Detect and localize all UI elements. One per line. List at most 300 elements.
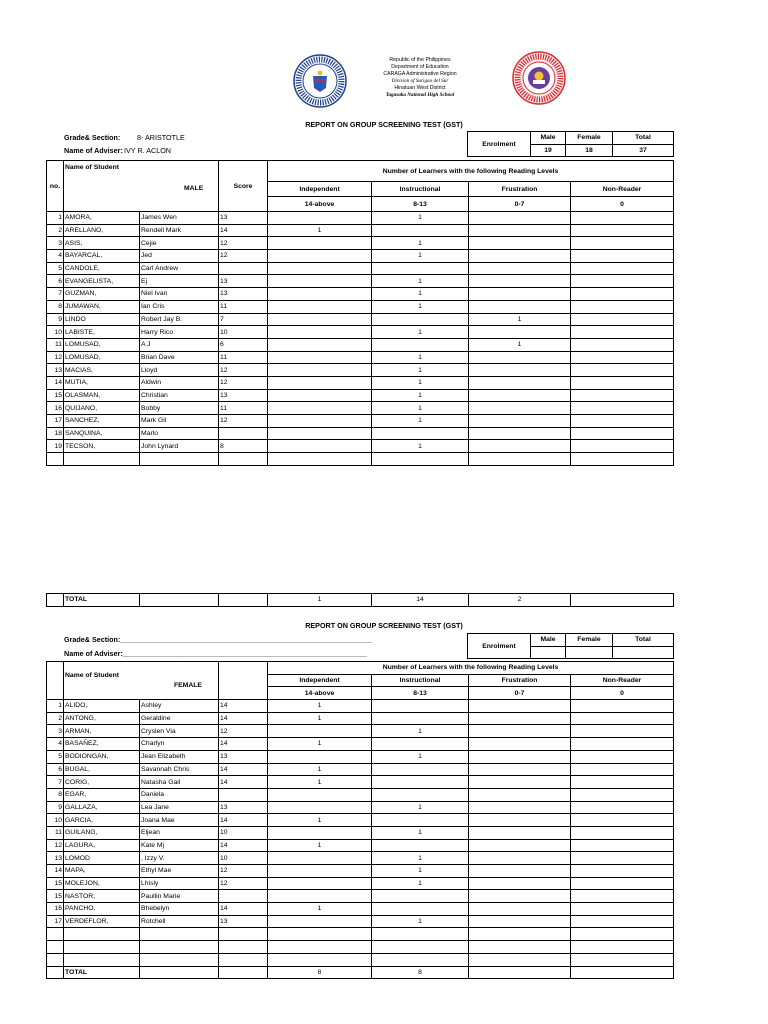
cell-instructional: 1 bbox=[372, 212, 469, 225]
male-name-header-label: Name of Student bbox=[65, 164, 120, 171]
deped-seal-logo bbox=[293, 54, 347, 108]
table-row bbox=[47, 826, 674, 839]
cell-score: 13 bbox=[219, 389, 268, 402]
cell-frustration bbox=[469, 376, 571, 389]
female-adviser-label: Name of Adviser:_____________________________________________________________ bbox=[64, 649, 367, 658]
female-total-frustration bbox=[469, 966, 571, 979]
table-row bbox=[47, 941, 674, 954]
cell-nonreader bbox=[571, 224, 674, 237]
cell-nonreader bbox=[571, 250, 674, 263]
table-row bbox=[47, 776, 674, 789]
cell-firstname bbox=[140, 928, 219, 941]
cell-instructional: 1 bbox=[372, 300, 469, 313]
cell-frustration bbox=[469, 389, 571, 402]
letterhead-school: Tagasaka National High School bbox=[385, 92, 455, 98]
cell-frustration bbox=[469, 788, 571, 801]
cell-frustration bbox=[469, 953, 571, 966]
cell-instructional bbox=[372, 313, 469, 326]
cell-nonreader bbox=[571, 738, 674, 751]
cell-no: 15 bbox=[47, 877, 64, 890]
male-levels-header: Number of Learners with the following Reading Levels bbox=[268, 161, 674, 182]
cell-instructional: 1 bbox=[372, 725, 469, 738]
cell-frustration bbox=[469, 865, 571, 878]
cell-no: 10 bbox=[47, 814, 64, 827]
cell-nonreader bbox=[571, 877, 674, 890]
table-row bbox=[47, 313, 674, 326]
cell-instructional: 1 bbox=[372, 376, 469, 389]
female-name-header bbox=[64, 662, 219, 700]
cell-score: 7 bbox=[219, 313, 268, 326]
cell-frustration bbox=[469, 288, 571, 301]
cell-instructional bbox=[372, 763, 469, 776]
cell-firstname: Bobby bbox=[140, 402, 219, 415]
male-frustration-header: Frustration bbox=[469, 182, 571, 197]
table-row bbox=[47, 402, 674, 415]
cell-score bbox=[219, 941, 268, 954]
cell-independent bbox=[268, 427, 372, 440]
cell-nonreader bbox=[571, 212, 674, 225]
cell-instructional bbox=[372, 427, 469, 440]
cell-score: 14 bbox=[219, 814, 268, 827]
female-gender-label: FEMALE bbox=[174, 682, 202, 689]
male-adviser-value: IVY R. ACLON bbox=[124, 146, 172, 155]
enrolment-total-count: 37 bbox=[613, 144, 674, 157]
cell-independent: 1 bbox=[268, 700, 372, 713]
cell-frustration bbox=[469, 212, 571, 225]
cell-score: 13 bbox=[219, 212, 268, 225]
cell-independent: 1 bbox=[268, 763, 372, 776]
cell-nonreader bbox=[571, 453, 674, 466]
cell-instructional bbox=[372, 712, 469, 725]
cell-score: 13 bbox=[219, 750, 268, 763]
cell-frustration bbox=[469, 326, 571, 339]
cell-firstname: Aldwin bbox=[140, 376, 219, 389]
cell-nonreader bbox=[571, 262, 674, 275]
male-total-instructional: 14 bbox=[372, 594, 469, 607]
cell-independent bbox=[268, 941, 372, 954]
cell-firstname: A J bbox=[140, 338, 219, 351]
cell-independent bbox=[268, 852, 372, 865]
cell-instructional: 1 bbox=[372, 288, 469, 301]
cell-no: 7 bbox=[47, 776, 64, 789]
cell-no: 3 bbox=[47, 237, 64, 250]
cell-frustration bbox=[469, 763, 571, 776]
cell-score: 11 bbox=[219, 300, 268, 313]
cell-surname: PANCHO, bbox=[64, 903, 140, 916]
cell-firstname: Mark Gil bbox=[140, 415, 219, 428]
cell-independent bbox=[268, 364, 372, 377]
cell-score: 14 bbox=[219, 700, 268, 713]
cell-nonreader bbox=[571, 288, 674, 301]
male-total-label: TOTAL bbox=[64, 594, 140, 607]
cell-firstname: Paullin Marie bbox=[140, 890, 219, 903]
table-row bbox=[47, 712, 674, 725]
cell-independent bbox=[268, 890, 372, 903]
letterhead-region: CARAGA Administrative Region bbox=[383, 71, 457, 77]
cell-firstname: Marlo bbox=[140, 427, 219, 440]
cell-independent bbox=[268, 288, 372, 301]
cell-no: 6 bbox=[47, 275, 64, 288]
cell-surname: SANQUINA, bbox=[64, 427, 140, 440]
male-instructional-range: 8-13 bbox=[372, 197, 469, 212]
cell-instructional: 1 bbox=[372, 250, 469, 263]
cell-nonreader bbox=[571, 313, 674, 326]
cell-independent: 1 bbox=[268, 738, 372, 751]
male-gender-label: MALE bbox=[184, 185, 204, 192]
cell-firstname: Carl Andrew bbox=[140, 262, 219, 275]
cell-frustration bbox=[469, 415, 571, 428]
cell-instructional: 1 bbox=[372, 801, 469, 814]
cell-firstname: , Izzy V. bbox=[140, 852, 219, 865]
male-name-header bbox=[64, 161, 219, 212]
cell-firstname: Kate Mj bbox=[140, 839, 219, 852]
cell-independent bbox=[268, 250, 372, 263]
cell-firstname: Eljean bbox=[140, 826, 219, 839]
table-row bbox=[47, 250, 674, 263]
cell-frustration bbox=[469, 262, 571, 275]
cell-surname: ANTONG, bbox=[64, 712, 140, 725]
table-row bbox=[47, 275, 674, 288]
cell-no: 17 bbox=[47, 915, 64, 928]
female-nonreader-range: 0 bbox=[571, 687, 674, 700]
cell-score: 14 bbox=[219, 903, 268, 916]
male-report-title: REPORT ON GROUP SCREENING TEST (GST) bbox=[305, 120, 463, 129]
cell-independent bbox=[268, 826, 372, 839]
cell-independent: 1 bbox=[268, 839, 372, 852]
table-row bbox=[47, 427, 674, 440]
cell-no: 1 bbox=[47, 700, 64, 713]
cell-instructional bbox=[372, 903, 469, 916]
table-row bbox=[47, 750, 674, 763]
cell-score: 12 bbox=[219, 415, 268, 428]
cell-independent bbox=[268, 275, 372, 288]
cell-frustration bbox=[469, 839, 571, 852]
male-score-header: Score bbox=[219, 161, 268, 212]
cell-independent: 1 bbox=[268, 814, 372, 827]
cell-surname: LOMOD bbox=[64, 852, 140, 865]
cell-surname: MACIAS, bbox=[64, 364, 140, 377]
cell-nonreader bbox=[571, 852, 674, 865]
cell-nonreader bbox=[571, 915, 674, 928]
cell-score: 12 bbox=[219, 376, 268, 389]
table-row bbox=[47, 415, 674, 428]
cell-firstname: Cejie bbox=[140, 237, 219, 250]
cell-score: 14 bbox=[219, 776, 268, 789]
cell-nonreader bbox=[571, 763, 674, 776]
cell-surname: ALIDO, bbox=[64, 700, 140, 713]
female-instructional-header: Instructional bbox=[372, 674, 469, 687]
cell-surname: BUGAL, bbox=[64, 763, 140, 776]
female-total-label: TOTAL bbox=[64, 966, 140, 979]
cell-score: 12 bbox=[219, 725, 268, 738]
cell-firstname: Rendell Mark bbox=[140, 224, 219, 237]
table-row bbox=[47, 364, 674, 377]
cell-nonreader bbox=[571, 389, 674, 402]
enrolment-label: Enrolment bbox=[468, 132, 531, 157]
cell-surname: ARELLANO, bbox=[64, 224, 140, 237]
cell-independent bbox=[268, 262, 372, 275]
cell-nonreader bbox=[571, 402, 674, 415]
cell-firstname: John Lynard bbox=[140, 440, 219, 453]
cell-nonreader bbox=[571, 725, 674, 738]
table-row bbox=[47, 903, 674, 916]
cell-surname: GUILANG, bbox=[64, 826, 140, 839]
female-name-header-label: Name of Student bbox=[65, 672, 120, 679]
cell-nonreader bbox=[571, 928, 674, 941]
cell-nonreader bbox=[571, 890, 674, 903]
cell-nonreader bbox=[571, 326, 674, 339]
cell-instructional bbox=[372, 814, 469, 827]
cell-score bbox=[219, 427, 268, 440]
cell-no: 12 bbox=[47, 351, 64, 364]
table-row bbox=[47, 953, 674, 966]
cell-instructional: 1 bbox=[372, 389, 469, 402]
cell-nonreader bbox=[571, 712, 674, 725]
cell-frustration bbox=[469, 941, 571, 954]
cell-no: 7 bbox=[47, 288, 64, 301]
cell-nonreader bbox=[571, 801, 674, 814]
table-row bbox=[47, 440, 674, 453]
cell-frustration bbox=[469, 826, 571, 839]
cell-no: 18 bbox=[47, 427, 64, 440]
cell-no bbox=[47, 953, 64, 966]
school-seal-logo bbox=[512, 51, 566, 105]
female-enrolment-total-header: Total bbox=[613, 634, 674, 647]
cell-firstname: Savannah Chris bbox=[140, 763, 219, 776]
cell-instructional bbox=[372, 738, 469, 751]
male-independent-header: Independent bbox=[268, 182, 372, 197]
cell-frustration: 1 bbox=[469, 338, 571, 351]
cell-score: 13 bbox=[219, 288, 268, 301]
cell-instructional: 1 bbox=[372, 865, 469, 878]
cell-surname bbox=[64, 928, 140, 941]
cell-nonreader bbox=[571, 700, 674, 713]
cell-firstname bbox=[140, 453, 219, 466]
female-enrolment-label: Enrolment bbox=[468, 634, 531, 659]
cell-nonreader bbox=[571, 941, 674, 954]
table-row bbox=[47, 300, 674, 313]
male-instructional-header: Instructional bbox=[372, 182, 469, 197]
cell-surname bbox=[64, 953, 140, 966]
cell-no bbox=[47, 941, 64, 954]
cell-firstname bbox=[140, 941, 219, 954]
table-row bbox=[47, 890, 674, 903]
cell-score: 8 bbox=[219, 440, 268, 453]
cell-frustration bbox=[469, 402, 571, 415]
cell-score: 10 bbox=[219, 326, 268, 339]
cell-score: 13 bbox=[219, 275, 268, 288]
cell-score: 11 bbox=[219, 402, 268, 415]
female-instructional-range: 8-13 bbox=[372, 687, 469, 700]
cell-independent bbox=[268, 453, 372, 466]
cell-surname: GUZMAN, bbox=[64, 288, 140, 301]
cell-instructional bbox=[372, 953, 469, 966]
female-frustration-range: 0-7 bbox=[469, 687, 571, 700]
cell-independent: 1 bbox=[268, 776, 372, 789]
cell-instructional: 1 bbox=[372, 402, 469, 415]
cell-firstname: Lhisly bbox=[140, 877, 219, 890]
table-row bbox=[47, 801, 674, 814]
female-grade-label: Grade& Section:_______________________________________________________________ bbox=[64, 635, 373, 644]
cell-score: 12 bbox=[219, 237, 268, 250]
cell-no: 15 bbox=[47, 890, 64, 903]
cell-firstname: Jed bbox=[140, 250, 219, 263]
cell-firstname: Charlyn bbox=[140, 738, 219, 751]
cell-frustration bbox=[469, 903, 571, 916]
cell-independent bbox=[268, 801, 372, 814]
cell-score: 13 bbox=[219, 915, 268, 928]
cell-nonreader bbox=[571, 865, 674, 878]
table-row bbox=[47, 877, 674, 890]
cell-no: 11 bbox=[47, 338, 64, 351]
male-rows bbox=[47, 212, 674, 466]
table-row bbox=[47, 763, 674, 776]
cell-frustration bbox=[469, 300, 571, 313]
female-total-independent: 8 bbox=[268, 966, 372, 979]
cell-no: 5 bbox=[47, 262, 64, 275]
cell-score bbox=[219, 890, 268, 903]
enrolment-female-header: Female bbox=[566, 132, 613, 145]
cell-instructional: 1 bbox=[372, 275, 469, 288]
enrolment-total-header: Total bbox=[613, 132, 674, 145]
cell-nonreader bbox=[571, 814, 674, 827]
male-total-frustration: 2 bbox=[469, 594, 571, 607]
cell-no: 14 bbox=[47, 865, 64, 878]
cell-frustration: 1 bbox=[469, 313, 571, 326]
cell-independent bbox=[268, 351, 372, 364]
cell-no: 14 bbox=[47, 376, 64, 389]
cell-firstname: Ethyl Mae bbox=[140, 865, 219, 878]
cell-surname: GALLAZA, bbox=[64, 801, 140, 814]
cell-firstname: Bhebelyn bbox=[140, 903, 219, 916]
table-row bbox=[47, 212, 674, 225]
cell-frustration bbox=[469, 351, 571, 364]
cell-score bbox=[219, 788, 268, 801]
table-row bbox=[47, 814, 674, 827]
cell-firstname: Robert Jay B. bbox=[140, 313, 219, 326]
cell-firstname: Rotchell bbox=[140, 915, 219, 928]
cell-surname: BAYARCAL, bbox=[64, 250, 140, 263]
cell-firstname: Daniela bbox=[140, 788, 219, 801]
cell-instructional: 1 bbox=[372, 364, 469, 377]
cell-surname: NASTOR, bbox=[64, 890, 140, 903]
cell-independent bbox=[268, 338, 372, 351]
female-independent-range: 14-above bbox=[268, 687, 372, 700]
table-row bbox=[47, 453, 674, 466]
letterhead-division: Division of Surigao del Sur bbox=[391, 78, 449, 84]
female-independent-header: Independent bbox=[268, 674, 372, 687]
table-row bbox=[47, 738, 674, 751]
cell-nonreader bbox=[571, 415, 674, 428]
cell-surname: VERDEFLOR, bbox=[64, 915, 140, 928]
cell-independent bbox=[268, 415, 372, 428]
cell-independent bbox=[268, 953, 372, 966]
cell-frustration bbox=[469, 364, 571, 377]
table-row bbox=[47, 288, 674, 301]
cell-independent bbox=[268, 326, 372, 339]
cell-instructional bbox=[372, 788, 469, 801]
table-row bbox=[47, 237, 674, 250]
cell-no: 16 bbox=[47, 903, 64, 916]
cell-score bbox=[219, 953, 268, 966]
table-row bbox=[47, 262, 674, 275]
cell-instructional: 1 bbox=[372, 852, 469, 865]
cell-no: 13 bbox=[47, 852, 64, 865]
cell-no bbox=[47, 928, 64, 941]
cell-score: 13 bbox=[219, 801, 268, 814]
letterhead-republic: Republic of the Philippines bbox=[389, 57, 451, 63]
cell-score: 11 bbox=[219, 351, 268, 364]
enrolment-male-header: Male bbox=[531, 132, 566, 145]
cell-score: 6 bbox=[219, 338, 268, 351]
cell-score: 14 bbox=[219, 738, 268, 751]
cell-firstname: Harry Rico bbox=[140, 326, 219, 339]
cell-firstname: Ej bbox=[140, 275, 219, 288]
cell-score: 14 bbox=[219, 763, 268, 776]
cell-surname: EVANGELISTA, bbox=[64, 275, 140, 288]
cell-surname: LINDO bbox=[64, 313, 140, 326]
cell-independent bbox=[268, 865, 372, 878]
cell-surname: MOLEJON, bbox=[64, 877, 140, 890]
cell-score: 14 bbox=[219, 839, 268, 852]
cell-frustration bbox=[469, 275, 571, 288]
cell-instructional: 1 bbox=[372, 826, 469, 839]
letterhead bbox=[350, 57, 490, 99]
cell-score: 10 bbox=[219, 826, 268, 839]
cell-no: 3 bbox=[47, 725, 64, 738]
cell-no: 8 bbox=[47, 788, 64, 801]
cell-surname: SANCHEZ, bbox=[64, 415, 140, 428]
cell-surname bbox=[64, 453, 140, 466]
table-row bbox=[47, 389, 674, 402]
female-students-table bbox=[46, 661, 674, 979]
cell-independent bbox=[268, 212, 372, 225]
cell-no: 2 bbox=[47, 224, 64, 237]
female-levels-header: Number of Learners with the following Reading Levels bbox=[268, 662, 674, 675]
cell-frustration bbox=[469, 440, 571, 453]
cell-surname: BASAÑEZ, bbox=[64, 738, 140, 751]
cell-firstname: Jean Elizabeth bbox=[140, 750, 219, 763]
cell-no: 2 bbox=[47, 712, 64, 725]
table-row bbox=[47, 928, 674, 941]
cell-nonreader bbox=[571, 839, 674, 852]
table-row bbox=[47, 700, 674, 713]
cell-instructional bbox=[372, 262, 469, 275]
female-nonreader-header: Non-Reader bbox=[571, 674, 674, 687]
cell-no: 13 bbox=[47, 364, 64, 377]
cell-no: 16 bbox=[47, 402, 64, 415]
enrolment-female-count: 18 bbox=[566, 144, 613, 157]
cell-instructional bbox=[372, 453, 469, 466]
cell-score: 12 bbox=[219, 877, 268, 890]
male-total-nonreader bbox=[571, 594, 674, 607]
cell-instructional bbox=[372, 700, 469, 713]
cell-surname: MUTIA, bbox=[64, 376, 140, 389]
cell-independent bbox=[268, 313, 372, 326]
cell-surname: LABISTE, bbox=[64, 326, 140, 339]
table-row bbox=[47, 376, 674, 389]
cell-surname: ASIS, bbox=[64, 237, 140, 250]
male-adviser-label: Name of Adviser: bbox=[64, 146, 123, 155]
letterhead-district: Hinatuan West District bbox=[394, 85, 446, 91]
cell-no: 11 bbox=[47, 826, 64, 839]
cell-no: 6 bbox=[47, 763, 64, 776]
cell-instructional bbox=[372, 928, 469, 941]
cell-firstname: Geraldine bbox=[140, 712, 219, 725]
cell-frustration bbox=[469, 801, 571, 814]
female-enrolment-female-header: Female bbox=[566, 634, 613, 647]
cell-firstname: Brian Dave bbox=[140, 351, 219, 364]
